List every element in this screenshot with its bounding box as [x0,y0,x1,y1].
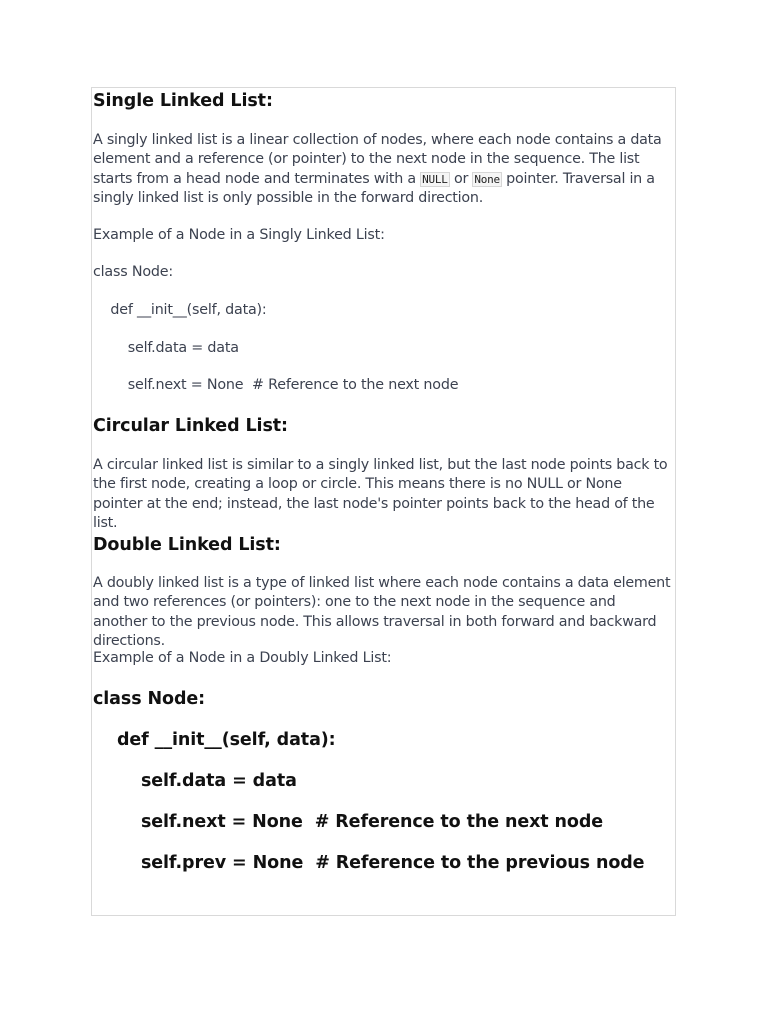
single-linked-list-description [93,131,671,209]
circular-linked-list-description: A circular linked list is similar to a singly linked list, but the last node points back to the first node, creating a loop or circle. This means there is no NULL or None pointer at the end; instead, the last node's pointer points back to the head of the list. [93,457,668,532]
single-code-line: self.data = data [93,340,239,356]
single-desc-text-2: or [449,170,473,187]
single-code-line: class Node: [93,264,173,280]
double-code-line: self.next = None # Reference to the next node [93,812,604,832]
single-example-label: Example of a Node in a Singly Linked List: [93,227,385,243]
single-linked-list-heading: Single Linked List: [93,91,273,111]
double-linked-list-heading: Double Linked List: [93,535,281,555]
single-desc-text-3: pointer. Traversal in a singly linked list is only possible in the forward direction. [93,170,655,207]
single-code-line: self.next = None # Reference to the next node [93,377,459,393]
none-code: None [474,172,500,186]
null-code: NULL [422,172,448,186]
double-code-line: def __init__(self, data): [93,730,336,750]
single-code-line: def __init__(self, data): [93,302,267,318]
double-example-label: Example of a Node in a Doubly Linked List: [93,650,392,666]
double-linked-list-description: A doubly linked list is a type of linked list where each node contains a data element and two references (or pointers): one to the next node in the sequence and another to the previous node. This allows traversal in both forward and backward directions. [93,575,671,650]
circular-linked-list-heading: Circular Linked List: [93,416,288,436]
double-code-line: class Node: [93,689,206,709]
single-desc-text-1: A singly linked list is a linear collection of nodes, where each node contains a data element and a reference (or pointer) to the next node in the sequence. The list starts from a head node and terminates with a [93,132,662,187]
double-code-line: self.prev = None # Reference to the previous node [93,853,645,873]
double-code-line: self.data = data [93,771,297,791]
